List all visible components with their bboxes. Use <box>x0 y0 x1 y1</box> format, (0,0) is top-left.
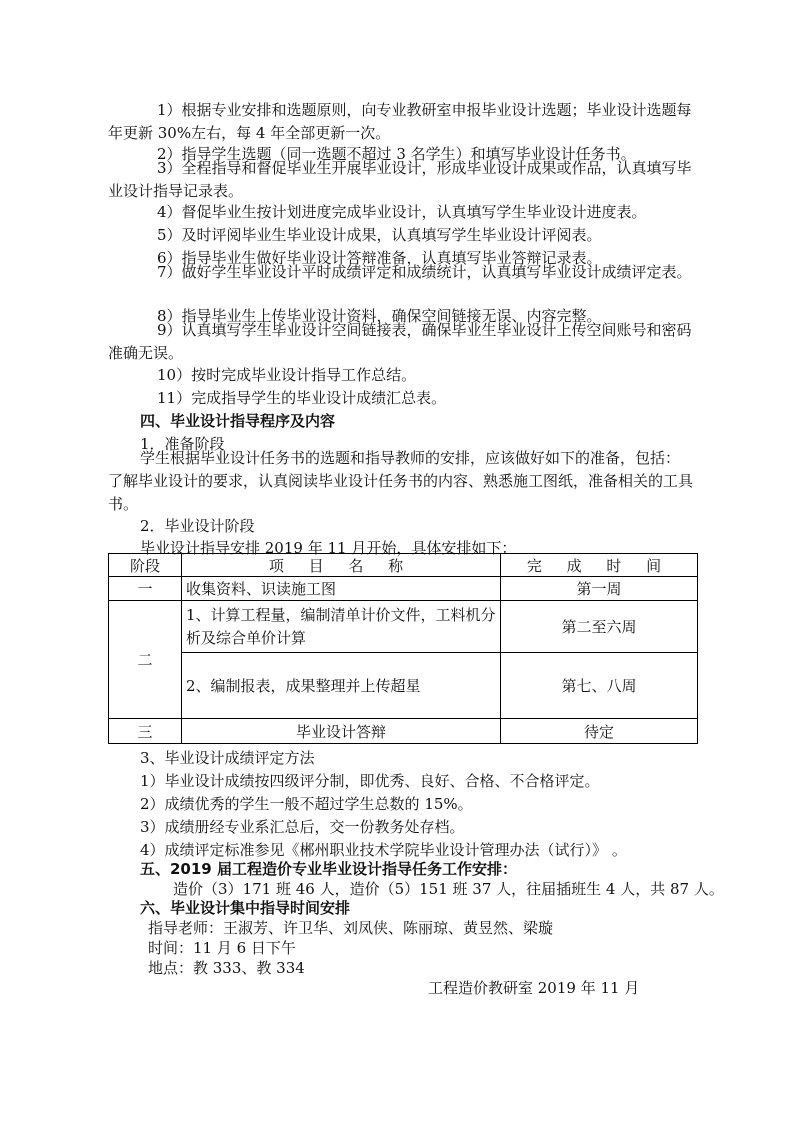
section-heading: 四、毕业设计指导程序及内容 <box>140 412 336 430</box>
signature: 工程造价教研室 2019 年 11 月 <box>428 979 640 997</box>
subheading: 2．毕业设计阶段 <box>140 517 255 535</box>
subheading: 3、毕业设计成绩评定方法 <box>140 749 315 767</box>
table-cell-item: 毕业设计答辩 <box>182 719 501 744</box>
duty-item: 2）指导学生选题（同一选题不超过 3 名学生）和填写毕业设计任务书。 <box>157 145 636 163</box>
table-cell-time: 第二至六周 <box>501 601 698 653</box>
table-cell-time: 第七、八周 <box>501 653 698 719</box>
grading-item: 4）成绩评定标准参见《郴州职业技术学院毕业设计管理办法（试行）》 。 <box>140 841 627 859</box>
duty-item: 11）完成指导学生的毕业设计成绩汇总表。 <box>157 389 447 407</box>
section-heading: 五、2019 届工程造价专业毕业设计指导任务工作安排： <box>140 860 517 878</box>
schedule-table <box>108 553 698 744</box>
table-row <box>109 653 698 719</box>
duty-item: 4）督促毕业生按计划进度完成毕业设计，认真填写学生毕业设计进度表。 <box>157 203 647 221</box>
table-header-cell: 阶段 <box>109 554 182 577</box>
table-row <box>109 601 698 653</box>
grading-item: 3）成绩册经专业系汇总后，交一份教务处存档。 <box>140 818 465 836</box>
place-line: 地点：教 333、教 334 <box>148 959 305 977</box>
duty-item: 3）全程指导和督促毕业生开展毕业设计，形成毕业设计成果或作品，认真填写毕业设计指导记录表。 <box>108 159 692 200</box>
table-row <box>109 719 698 744</box>
paragraph: 毕业设计指导安排 2019 年 11 月开始，具体安排如下： <box>140 539 517 557</box>
paragraph: 造价（3）171 班 46 人，造价（5）151 班 37 人，往届插班生 4 人，共 87 人。 <box>173 880 724 898</box>
section-heading: 六、毕业设计集中指导时间安排 <box>140 899 351 917</box>
table-cell-stage: 三 <box>109 719 182 744</box>
table-row <box>109 577 698 601</box>
table-header-row <box>109 554 698 577</box>
duty-item: 7）做好学生毕业设计平时成绩评定和成绩统计，认真填写毕业设计成绩评定表。 <box>157 263 692 281</box>
table-cell-time: 待定 <box>501 719 698 744</box>
table-header-cell: 完 成 时 间 <box>501 554 698 577</box>
table-cell-stage: 二 <box>109 601 182 719</box>
subheading: 1．准备阶段 <box>140 435 225 453</box>
table-cell-time: 第一周 <box>501 577 698 601</box>
duty-item: 6）指导毕业生做好毕业设计答辩准备，认真填写毕业答辩记录表。 <box>157 249 602 267</box>
table-cell-item: 2、编制报表，成果整理并上传超星 <box>182 653 501 719</box>
duty-item: 10）按时完成毕业设计指导工作总结。 <box>157 366 417 384</box>
table-cell-item: 收集资料、识读施工图 <box>182 577 501 601</box>
time-line: 时间：11 月 6 日下午 <box>148 939 296 957</box>
paragraph: 学生根据毕业设计任务书的选题和指导教师的安排，应该做好如下的准备，包括：了解毕业设计的要求，认真阅读毕业设计任务书的内容、熟悉施工图纸，准备相关的工具书。 <box>108 449 694 513</box>
grading-item: 1）毕业设计成绩按四级评分制，即优秀、良好、合格、不合格评定。 <box>140 772 600 790</box>
teachers-line: 指导老师：王淑芳、许卫华、刘凤侠、陈丽琼、黄昱然、梁璇 <box>148 919 554 937</box>
duty-item: 1）根据专业安排和选题原则，向专业教研室申报毕业设计选题；毕业设计选题每年更新 30%左右，每 4 年全部更新一次。 <box>108 101 692 142</box>
table-header-cell: 项 目 名 称 <box>182 554 501 577</box>
duty-item: 5）及时评阅毕业生毕业设计成果，认真填写学生毕业设计评阅表。 <box>157 226 602 244</box>
grading-item: 2）成绩优秀的学生一般不超过学生总数的 15%。 <box>140 795 473 813</box>
duty-item: 9）认真填写学生毕业设计空间链接表，确保毕业生毕业设计上传空间账号和密码准确无误。 <box>108 321 692 362</box>
table-cell-item: 1、计算工程量，编制清单计价文件，工料机分析及综合单价计算 <box>182 601 501 653</box>
table-cell-stage: 一 <box>109 577 182 601</box>
duty-item: 8）指导毕业生上传毕业设计资料，确保空间链接无误、内容完整。 <box>157 307 602 325</box>
